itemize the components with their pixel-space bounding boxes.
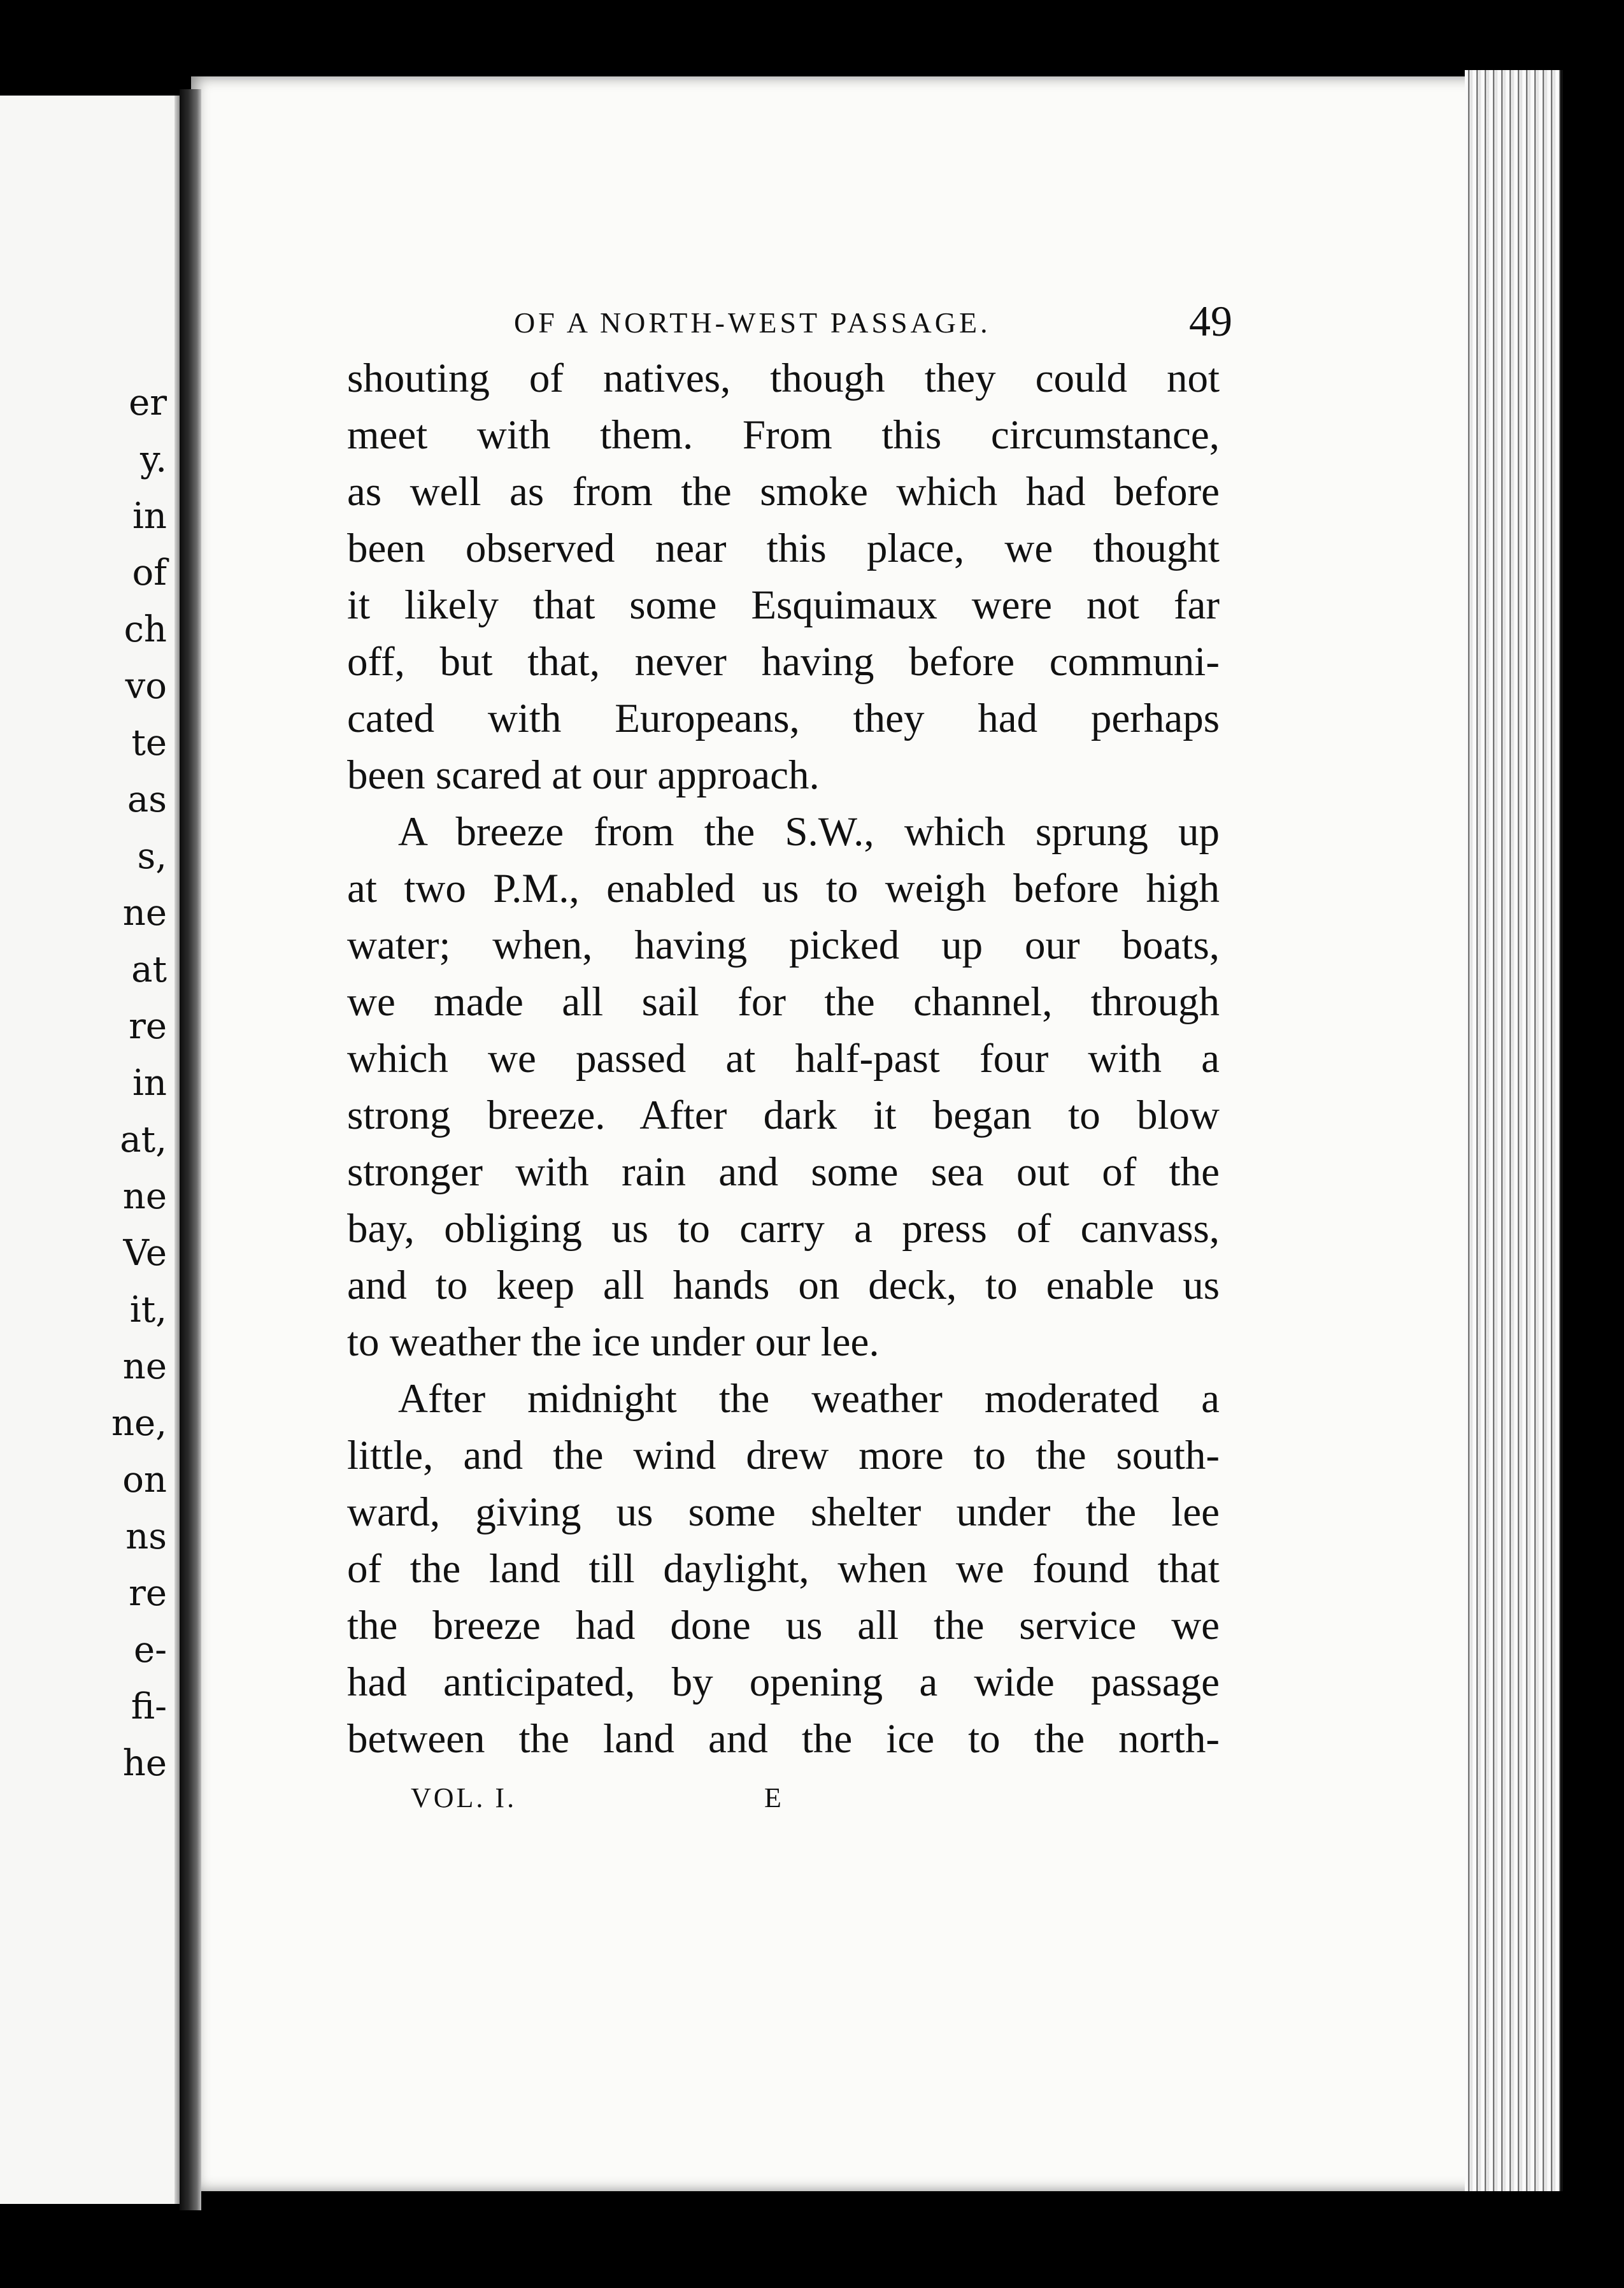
line-fragment: it, <box>129 1289 167 1331</box>
text-line: of the land till daylight, when we found that <box>347 1546 1220 1592</box>
body-text <box>347 350 1220 1768</box>
line-fragment: of <box>132 552 167 594</box>
line-fragment: re <box>129 1006 167 1047</box>
line-fragment: te <box>131 722 167 764</box>
text-line: been observed near this place, we thought <box>347 526 1220 571</box>
text-line: strong breeze. After dark it began to blow <box>347 1092 1220 1138</box>
page-text-block <box>347 293 1232 1826</box>
line-fragment: at, <box>120 1119 167 1161</box>
volume-label: VOL. I. <box>411 1782 517 1813</box>
text-line: at two P.M., enabled us to weigh before high <box>347 866 1220 912</box>
text-line: ward, giving us some shelter under the lee <box>347 1489 1220 1535</box>
text-line: off, but that, never having before communi- <box>347 639 1220 685</box>
text-line: After midnight the weather moderated a <box>398 1376 1220 1422</box>
text-line: which we passed at half-past four with a <box>347 1036 1220 1082</box>
text-line: between the land and the ice to the north- <box>347 1716 1220 1762</box>
line-fragment: ne <box>122 892 167 934</box>
previous-page-line-fragments <box>0 375 172 1792</box>
line-fragment: re <box>129 1573 167 1614</box>
text-line: and to keep all hands on deck, to enable us <box>347 1262 1220 1308</box>
text-line: the breeze had done us all the service we <box>347 1603 1220 1648</box>
text-line: little, and the wind drew more to the south- <box>347 1433 1220 1478</box>
line-fragment: in <box>132 1062 167 1104</box>
text-line: had anticipated, by opening a wide passage <box>347 1659 1220 1705</box>
text-line: cated with Europeans, they had perhaps <box>347 696 1220 741</box>
text-line: it likely that some Esquimaux were not far <box>347 582 1220 628</box>
line-fragment: s, <box>137 836 167 877</box>
text-line: shouting of natives, though they could not <box>347 355 1220 401</box>
text-line: we made all sail for the channel, through <box>347 979 1220 1025</box>
line-fragment: e- <box>133 1629 167 1671</box>
signature-mark: E <box>764 1782 784 1813</box>
line-fragment: er <box>129 382 167 424</box>
text-line: been scared at our approach. <box>347 752 820 798</box>
text-line: to weather the ice under our lee. <box>347 1319 880 1365</box>
text-line: as well as from the smoke which had before <box>347 469 1220 515</box>
line-fragment: ne <box>122 1176 167 1217</box>
page-fore-edge <box>1465 70 1563 2191</box>
book-gutter <box>180 89 201 2210</box>
line-fragment: he <box>122 1743 167 1784</box>
line-fragment: ne <box>122 1346 167 1387</box>
line-fragment: ch <box>124 609 167 650</box>
line-fragment: fi- <box>131 1686 167 1727</box>
text-line: stronger with rain and some sea out of the <box>347 1149 1220 1195</box>
running-head <box>347 293 1232 350</box>
line-fragment: in <box>132 496 167 537</box>
page-number: 49 <box>1189 297 1232 345</box>
text-line: bay, obliging us to carry a press of canvass, <box>347 1206 1220 1252</box>
running-title: OF A NORTH-WEST PASSAGE. <box>514 306 991 339</box>
line-fragment: at <box>131 949 167 990</box>
previous-page <box>0 96 191 2204</box>
line-fragment: ns <box>125 1516 167 1557</box>
line-fragment: on <box>122 1459 167 1501</box>
text-line: meet with them. From this circumstance, <box>347 412 1220 458</box>
line-fragment: as <box>127 779 167 820</box>
page-footer <box>347 1775 1220 1826</box>
text-line: water; when, having picked up our boats, <box>347 922 1220 968</box>
line-fragment: Ve <box>123 1233 167 1274</box>
line-fragment: vo <box>125 666 167 707</box>
line-fragment: ne, <box>111 1403 167 1444</box>
line-fragment: y. <box>140 439 167 480</box>
text-line: A breeze from the S.W., which sprung up <box>398 809 1220 855</box>
